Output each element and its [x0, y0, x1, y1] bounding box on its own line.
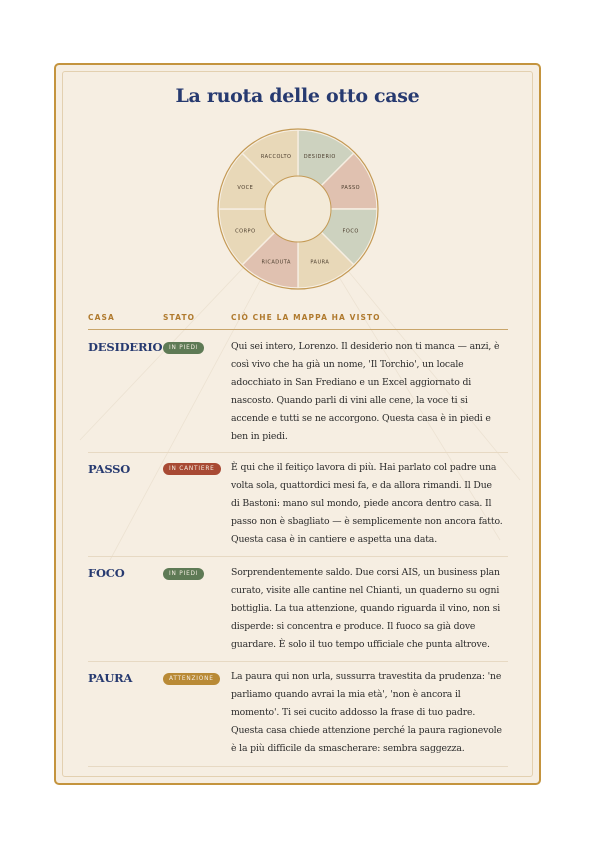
description-line: Questa casa chiede attenzione perché la paura ragionevole — [231, 725, 502, 736]
status-badge: IN CANTIERE — [163, 463, 221, 475]
wheel-label-corpo: CORPO — [235, 228, 256, 235]
description-line: così vivo che ha già un nome, 'Il Torchio', un locale — [231, 359, 464, 370]
description-line: ben in piedi. — [231, 431, 288, 442]
description-line: volta sola, quattordici mesi fa, e da allora rimandi. Il Due — [231, 480, 492, 491]
wheel-label-foco: FOCO — [342, 228, 359, 235]
description-line: bottiglia. La tua attenzione, quando riguarda il vino, non si — [231, 603, 501, 614]
column-header-visto: CIÒ CHE LA MAPPA HA VISTO — [231, 313, 381, 322]
description-line: parliamo quando avrai la mia età', 'non è ancora il — [231, 689, 461, 700]
row-house-name: PASSO — [88, 462, 131, 476]
wheel-label-raccolto: RACCOLTO — [260, 154, 292, 161]
description-line: momento'. Ti sei cucito addosso la frase di tuo padre. — [231, 707, 476, 718]
description-line: Qui sei intero, Lorenzo. Il desiderio non ti manca — anzi, è — [231, 341, 500, 352]
row-description — [231, 459, 503, 549]
description-line: accende e tutti se ne accorgono. Questa casa è in piedi e — [231, 413, 491, 424]
row-house-name: DESIDERIO — [88, 340, 163, 354]
row-divider — [88, 556, 508, 557]
wheel-label-paura: PAURA — [310, 259, 330, 266]
wheel-label-passo: PASSO — [341, 184, 361, 191]
row-divider — [88, 452, 508, 453]
column-header-stato: STATO — [163, 313, 196, 322]
row-description — [231, 564, 503, 654]
status-badge: ATTENZIONE — [163, 673, 220, 685]
description-line: È qui che il feitiço lavora di più. Hai parlato col padre una — [231, 462, 497, 473]
wheel-of-houses — [217, 128, 379, 290]
description-line: passo non è sbagliato — è semplicemente non ancora fatto. — [231, 516, 503, 527]
wheel-center — [265, 176, 331, 242]
description-line: La paura qui non urla, sussurra travestita da prudenza: 'ne — [231, 671, 502, 682]
description-line: curato, visite alle cantine nel Chianti, un quaderno su ogni — [231, 585, 500, 596]
status-badge: IN PIEDI — [163, 342, 204, 354]
row-house-name: PAURA — [88, 671, 133, 685]
row-description — [231, 338, 503, 446]
description-line: nascosto. Quando parli di vini alle cene, la voce ti si — [231, 395, 468, 406]
wheel-label-voce: VOCE — [237, 184, 254, 191]
description-line: guardare. È solo il tuo tempo ufficiale che punta altrove. — [231, 639, 490, 650]
description-line: è la più difficile da smascherare: sembra saggezza. — [231, 743, 465, 754]
description-line: adocchiato in San Frediano e un Excel aggiornato di — [231, 377, 472, 388]
description-line: disperde: si concentra e produce. Il fuoco sa già dove — [231, 621, 476, 632]
row-divider — [88, 766, 508, 767]
wheel-label-ricaduta: RICADUTA — [261, 259, 291, 266]
row-description — [231, 668, 503, 758]
row-house-name: FOCO — [88, 566, 125, 580]
description-line: Sorprendentemente saldo. Due corsi AIS, un business plan — [231, 567, 500, 578]
column-header-casa: CASA — [88, 313, 115, 322]
status-badge: IN PIEDI — [163, 568, 204, 580]
header-divider — [88, 329, 508, 330]
page-title: La ruota delle otto case — [175, 85, 420, 107]
row-divider — [88, 661, 508, 662]
wheel-label-desiderio: DESIDERIO — [303, 154, 336, 161]
description-line: Questa casa è in cantiere e aspetta una data. — [231, 534, 438, 545]
description-line: di Bastoni: mano sul mondo, piede ancora dentro casa. Il — [231, 498, 492, 509]
